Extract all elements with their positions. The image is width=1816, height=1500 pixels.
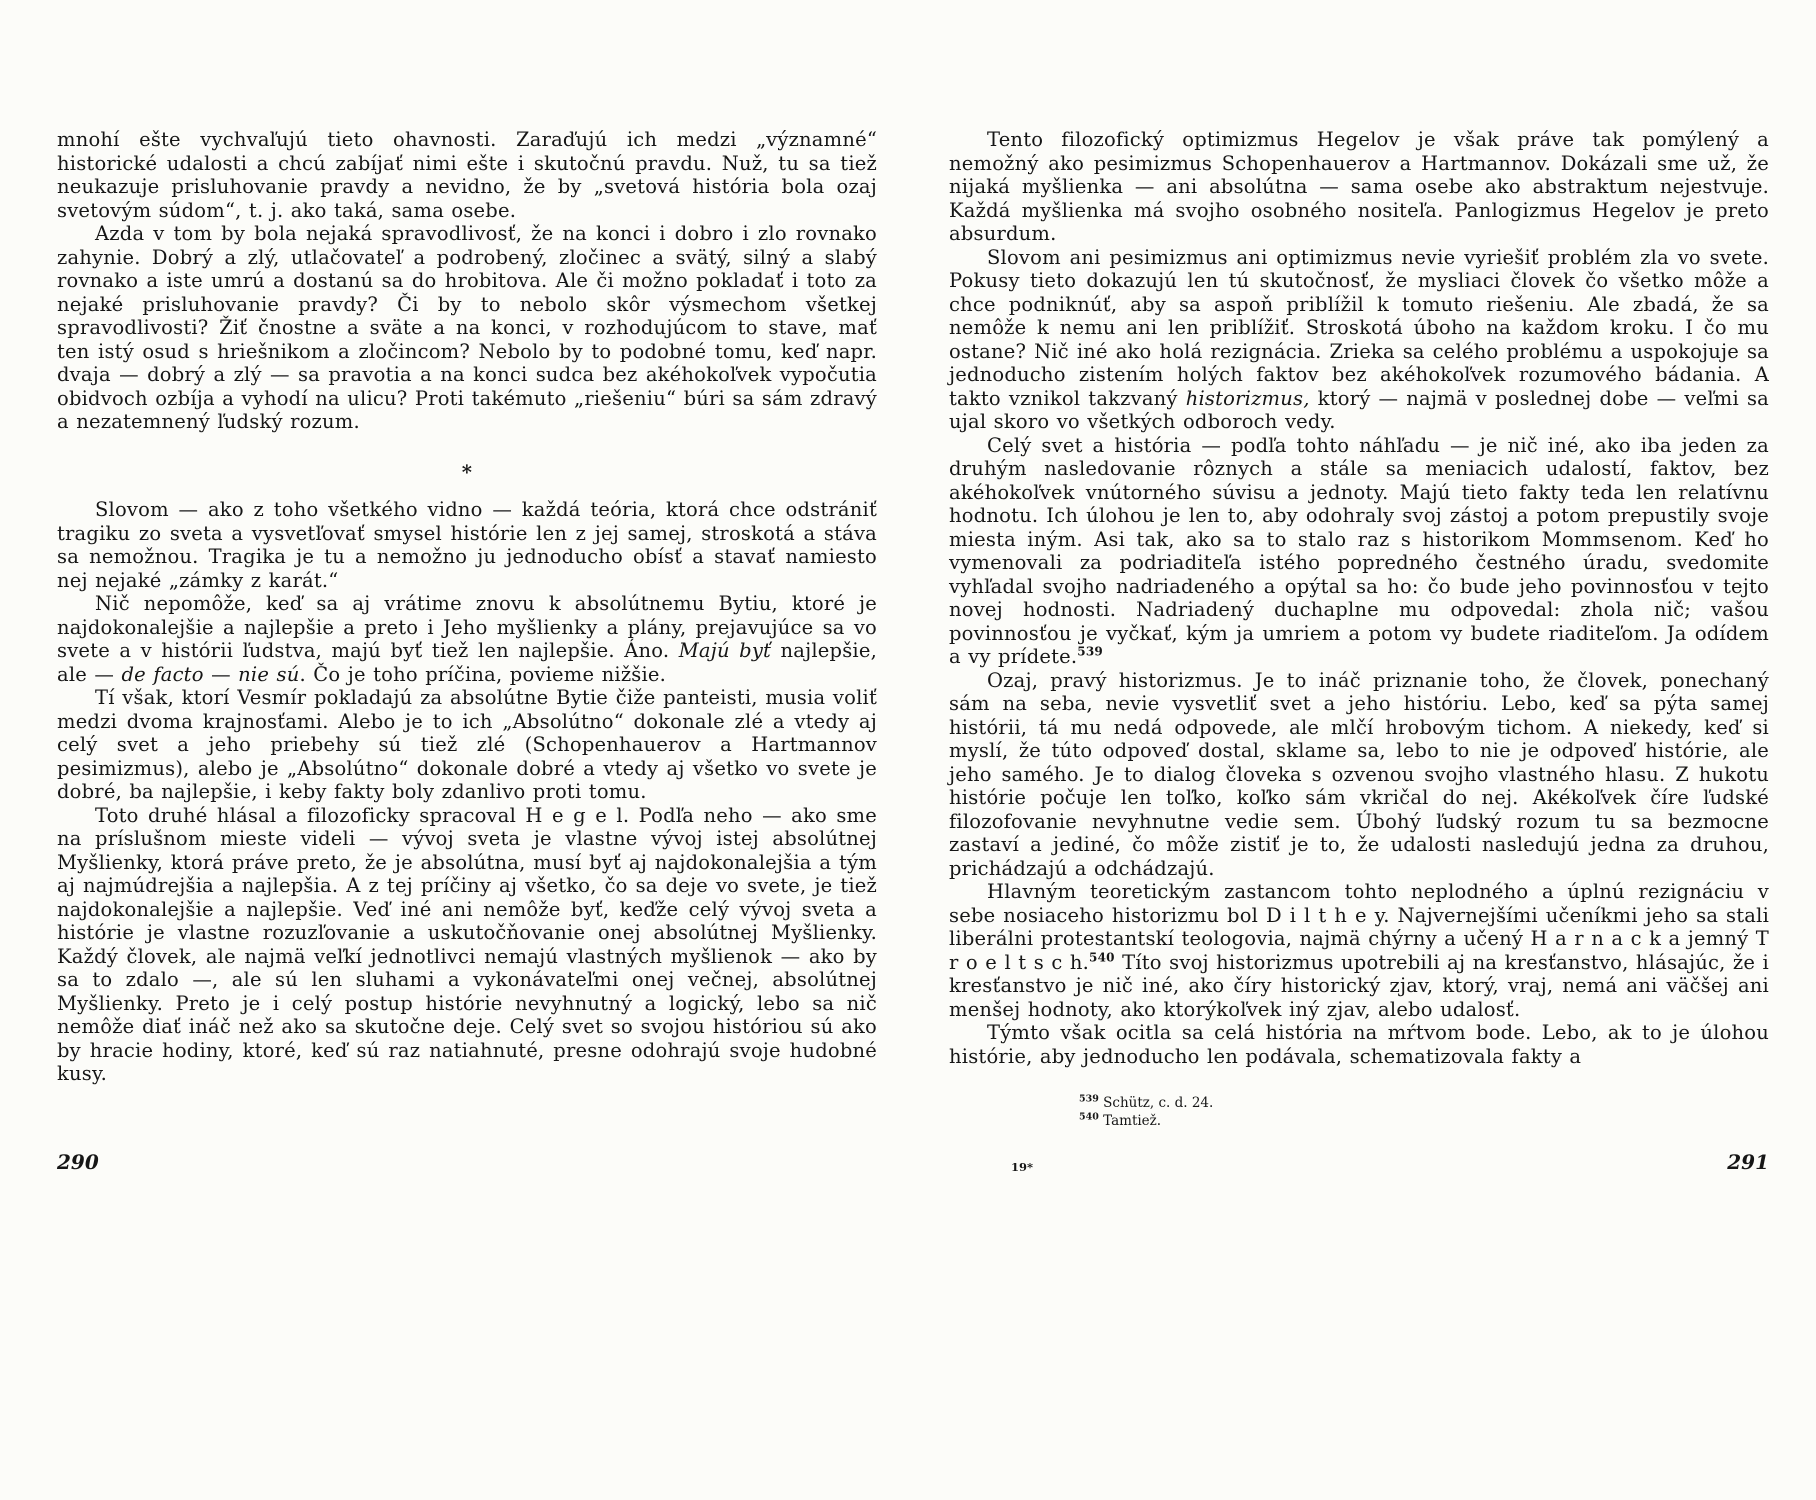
text-run: Ozaj, pravý historizmus. Je to ináč priznanie toho, že človek, ponechaný sám na seba, nevie vysvetliť svet a jeho históriu. Lebo, keď sa pýta samej histórii, tá mu nedá odpovede, ale mlčí hrobovým tichom. A niekedy, keď si myslí, že túto odpoveď dostal, sklame sa, lebo to nie je odpoveď histórie, ale jeho samého. Je to dialog človeka s ozvenou svojho vlastného hlasu. Z hukotu histórie počuje len toľko, koľko sám vkričal do nej. Akékoľvek číre ľudské filozofovanie nevyhnutne vedie sem. Úbohý ľudský rozum tu sa bezmocne zastaví a jediné, čo môže zistiť je to, že udalosti nasledujú jedna za druhou, prichádzajú a odchádzajú.: [949, 668, 1769, 880]
section-separator: [57, 461, 877, 485]
page-left-footer: [57, 1150, 877, 1174]
page-right-text: [949, 128, 1769, 1068]
text-run: Týmto však ocitla sa celá história na mŕtvom bode. Lebo, ak to je úlohou histórie, aby jednoducho len podávala, schematizovala fakty a: [949, 1021, 1769, 1068]
footnote-text: Schütz, c. d. 24.: [1098, 1095, 1214, 1111]
text-run: —: [203, 662, 239, 686]
footnote-marker: 539: [1079, 1093, 1099, 1105]
paragraph: [57, 592, 877, 686]
paragraph: [57, 128, 877, 222]
text-run: Tí však, ktorí Vesmír pokladajú za absolútne Bytie čiže panteisti, musia voliť medzi dvoma krajnosťami. Alebo je to ich „Absolútno“ dokonale zlé a vtedy aj celý svet a jeho priebehy sú tiež zlé (Schopenhauerov a Hartmannov pesimizmus), alebo je „Absolútno“ dokonale dobré a vtedy aj všetko vo svete je dobré, ba najlepšie, i keby fakty boly zdanlivo proti tomu.: [57, 686, 877, 803]
paragraph: [949, 1021, 1769, 1068]
page-left: [57, 128, 877, 1458]
paragraph: [949, 128, 1769, 246]
footnote-reference: 539: [1077, 644, 1103, 659]
signature-mark: 19*: [1011, 1160, 1034, 1174]
paragraph: [949, 434, 1769, 669]
paragraph: [949, 246, 1769, 434]
text-run: Hlavným teoretickým zastancom tohto neplodného a úplnú rezignáciu v sebe nosiaceho historizmu bol D i l t h e y. Najvernejšími učeníkmi jeho sa stali liberálni protestantskí teologovia, najmä chýrny a učený H a r n a c k a jemný T r o e l t s c h.: [949, 880, 1770, 974]
text-run: Nič nepomôže, keď sa aj vrátime znovu k absolútnemu Bytiu, ktoré je najdokonalejšie a najlepšie a preto i Jeho myšlienky a plány, prejavujúce sa vo svete a v histórii ľudstva, majú byť tiež len najlepšie. Áno.: [57, 592, 877, 662]
paragraph: [57, 804, 877, 1086]
footnote-text: Tamtiež.: [1098, 1113, 1162, 1129]
page-number-left: 290: [57, 1150, 99, 1174]
page-right: [949, 128, 1769, 1458]
text-run: nie sú: [238, 662, 300, 686]
page-right-footer: [949, 1150, 1769, 1174]
text-run: Toto druhé hlásal a filozoficky spracoval H e g e l. Podľa neho — ako sme na príslušnom mieste videli — vývoj sveta je vlastne vývoj istej absolútnej Myšlienky, ktorá práve preto, že je absolútna, musí byť aj najdokonalejšia a tým aj najmúdrejšia a najlepšia. A z tej príčiny aj všetko, čo sa deje vo svete, je tiež najdokonalejšie a najlepšie. Veď iné ani nemôže byť, keďže celý vývoj sveta a histórie je vlastne rozuzľovanie a uskutočňovanie onej absolútnej Myšlienky. Každý človek, ale najmä veľkí jednotlivci nemajú vlastných myšlienok — ako by sa to zdalo —, ale sú len sluhami a vykonávateľmi onej večnej, absolútnej Myšlienky. Preto je i celý postup histórie nevyhnutný a logický, lebo sa nič nemôže diať ináč než ako sa skutočne deje. Celý svet so svojou históriou sú ako by hracie hodiny, ktoré, keď sú raz natiahnuté, presne odohrajú svoje hudobné kusy.: [57, 803, 877, 1085]
footnotes: [1079, 1094, 1769, 1130]
footnote-reference: 540: [1089, 950, 1115, 964]
text-run: najlepšie, ale —: [57, 639, 877, 686]
text-run: Slovom — ako z toho všetkého vidno — každá teória, ktorá chce odstrániť tragiku zo sveta a vysvetľovať smysel histórie len z jej samej, stroskotá a stáva sa nemožnou. Tragika je tu a nemožno ju jednoducho obísť a stavať namiesto nej nejaké „zámky z karát.“: [57, 498, 877, 592]
paragraph: [57, 498, 877, 592]
footnote: [1079, 1094, 1769, 1112]
paragraph: [57, 686, 877, 804]
text-run: Títo svoj historizmus upotrebili aj na kresťanstvo, hlásajúc, že i kresťanstvo je nič iné, ako číry historický zjav, ktorý, vraj, nemá ani väčšej ani menšej hodnoty, ako ktorýkoľvek iný zjav, alebo udalosť.: [949, 950, 1769, 1021]
text-run: Celý svet a história — podľa tohto náhľadu — je nič iné, ako iba jeden za druhým nasledovanie rôznych a stále sa meniacich udalostí, faktov, bez akéhokoľvek vnútorného súvisu a jednoty. Majú tieto fakty teda len relatívnu hodnotu. Ich úlohou je len to, aby odohraly svoj zástoj a potom prepustily svoje miesta iným. Asi tak, ako sa to stalo raz s historikom Mommsenom. Keď ho vymenovali za podriaditeľa istého popredného čestného úradu, svedomite vyhľadal svojho nadriadeného a opýtal sa ho: čo bude jeho povinnosťou v tejto novej hodnosti. Nadriadený duchaplne mu odpovedal: zhola nič; vašou povinnosťou je vyčkať, kým ja umriem a potom vy budete riaditeľom. Ja odídem a vy prídete.: [949, 433, 1769, 668]
text-run: Azda v tom by bola nejaká spravodlivosť, že na konci i dobro i zlo rovnako zahynie. Dobrý a zlý, utlačovateľ a podrobený, zločinec a svätý, silný a slabý rovnako a iste umrú a dostanú sa do hrobitova. Ale či možno pokladať i toto za nejaké prisluhovanie pravdy? Či by to nebolo skôr výsmechom všetkej spravodlivosti? Žiť čnostne a sväte a na konci, v rozhodujúcom to stave, mať ten istý osud s hriešnikom a zločincom? Nebolo by to podobné tomu, keď napr. dvaja — dobrý a zlý — sa pravotia a na konci sudca bez akéhokoľvek vypočutia obidvoch ozbíja a vyhodí na ulicu? Proti takémuto „riešeniu“ búri sa sám zdravý a nezatemnený ľudský rozum.: [57, 222, 877, 433]
text-run: Tento filozofický optimizmus Hegelov je však práve tak pomýlený a nemožný ako pesimizmus Schopenhauerov a Hartmannov. Dokázali sme už, že nijaká myšlienka — ani absolútna — sama osebe ako abstraktum nejestvuje. Každá myšlienka má svojho osobného nositeľa. Panlogizmus Hegelov je preto absurdum.: [949, 128, 1769, 245]
footnote-marker: 540: [1079, 1111, 1099, 1123]
text-run: Slovom ani pesimizmus ani optimizmus nevie vyriešiť problém zla vo svete. Pokusy tieto dokazujú len tú skutočnosť, že mysliaci človek čo všetko môže a chce podniknúť, aby sa aspoň priblížil k tomuto riešeniu. Ale zbadá, že sa nemôže k nemu ani len priblížiť. Stroskotá úboho na každom kroku. I čo mu ostane? Nič iné ako holá rezignácia. Zrieka sa celého problému a uspokojuje sa jednoducho zistením holých faktov bez akéhokoľvek rozumového bádania. A takto vznikol takzvaný: [949, 245, 1769, 410]
text-run: ktorý — najmä v poslednej dobe — veľmi sa ujal skoro vo všetkých odboroch vedy.: [949, 386, 1770, 433]
text-run: mnohí ešte vychvaľujú tieto ohavnosti. Zaraďujú ich medzi „významné“ historické udalosti a chcú zabíjať nimi ešte i skutočnú pravdu. Nuž, tu sa tiež neukazuje prisluhovanie pravdy a nevidno, že by „svetová história bola ozaj svetovým súdom“, t. j. ako taká, sama osebe.: [57, 128, 877, 222]
footnote: [1079, 1112, 1769, 1130]
text-run: Majú byť: [678, 639, 772, 662]
text-run: historizmus,: [1185, 386, 1310, 410]
paragraph: [949, 880, 1769, 1021]
text-run: *: [461, 460, 473, 484]
paragraph: [57, 222, 877, 434]
text-run: . Čo je toho príčina, povieme nižšie.: [299, 662, 667, 686]
text-run: de facto: [121, 662, 204, 686]
paragraph: [949, 669, 1769, 881]
page-number-right: 291: [1727, 1150, 1769, 1174]
page-left-text: [57, 128, 877, 1086]
